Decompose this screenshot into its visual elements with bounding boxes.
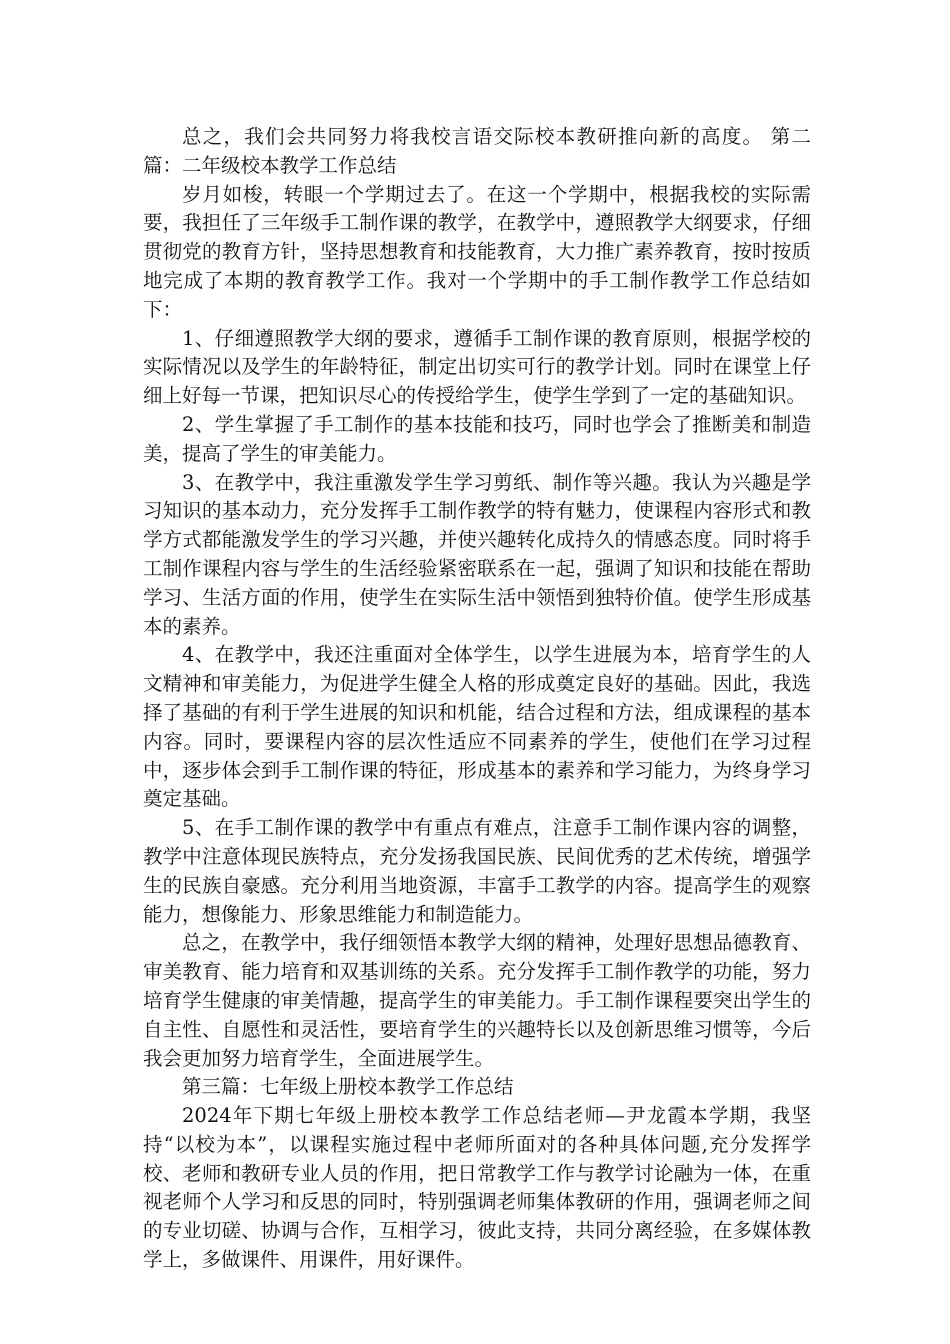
paragraph-intro: 岁月如梭，转眼一个学期过去了。在这一个学期中，根据我校的实际需要，我担任了三年级手工制作课的教学，在教学中，遵照教学大纲要求，仔细贯彻党的教育方针，坚持思想教育和技能教育，大力推广素养教育，按时按质地完成了本期的教育教学工作。我对一个学期中的手工制作教学工作总结如下：: [143, 182, 811, 321]
document-body: [143, 123, 811, 1275]
paragraph-point-2: 2、学生掌握了手工制作的基本技能和技巧，同时也学会了推断美和制造美，提高了学生的审美能力。: [143, 412, 811, 465]
paragraph-point-5: 5、在手工制作课的教学中有重点有难点，注意手工制作课内容的调整，教学中注意体现民族特点，充分发扬我国民族、民间优秀的艺术传统，增强学生的民族自豪感。充分利用当地资源，丰富手工教学的内容。提高学生的观察能力，想像能力、形象思维能力和制造能力。: [143, 816, 811, 926]
paragraph-third-section-body: 2024年下期七年级上册校本教学工作总结老师—尹龙霞本学期，我坚持“以校为本”，以课程实施过程中老师所面对的各种具体问题,充分发挥学校、老师和教研专业人员的作用，把日常教学工作与教学讨论融为一体，在重视老师个人学习和反思的同时，特别强调老师集体教研的作用，强调老师之间的专业切磋、协调与合作，互相学习，彼此支持，共同分离经验，在多媒体教学上，多做课件、用课件，用好课件。: [143, 1104, 811, 1272]
paragraph-point-4: 4、在教学中，我还注重面对全体学生，以学生进展为本，培育学生的人文精神和审美能力，为促进学生健全人格的形成奠定良好的基础。因此，我选择了基础的有利于学生进展的知识和机能，结合过程和方法，组成课程的基本内容。同时，要课程内容的层次性适应不同素养的学生，使他们在学习过程中，逐步体会到手工制作课的特征，形成基本的素养和学习能力，为终身学习奠定基础。: [143, 643, 811, 811]
paragraph-point-3: 3、在教学中，我注重激发学生学习剪纸、制作等兴趣。我认为兴趣是学习知识的基本动力，充分发挥手工制作教学的特有魅力，使课程内容形式和教学方式都能激发学生的学习兴趣，并使兴趣转化成持久的情感态度。同时将手工制作课程内容与学生的生活经验紧密联系在一起，强调了知识和技能在帮助学习、生活方面的作用，使学生在实际生活中领悟到独特价值。使学生形成基本的素养。: [143, 470, 811, 638]
section-heading-third: 第三篇：七年级上册校本教学工作总结: [182, 1075, 514, 1099]
paragraph-summary-closing: 总之，我们会共同努力将我校言语交际校本教研推向新的高度。 第二篇：二年级校本教学工作总结: [143, 125, 811, 177]
paragraph-point-1: 1、仔细遵照教学大纲的要求，遵循手工制作课的教育原则，根据学校的实际情况以及学生的年龄特征，制定出切实可行的教学计划。同时在课堂上仔细上好每一节课，把知识尽心的传授给学生，使学生学到了一定的基础知识。: [143, 326, 811, 408]
paragraph-conclusion: 总之，在教学中，我仔细领悟本教学大纲的精神，处理好思想品德教育、审美教育、能力培育和双基训练的关系。充分发挥手工制作教学的功能，努力培育学生健康的审美情趣，提高学生的审美能力。手工制作课程要突出学生的自主性、自愿性和灵活性，要培育学生的兴趣特长以及创新思维习惯等，今后我会更加努力培育学生，全面进展学生。: [143, 931, 811, 1070]
